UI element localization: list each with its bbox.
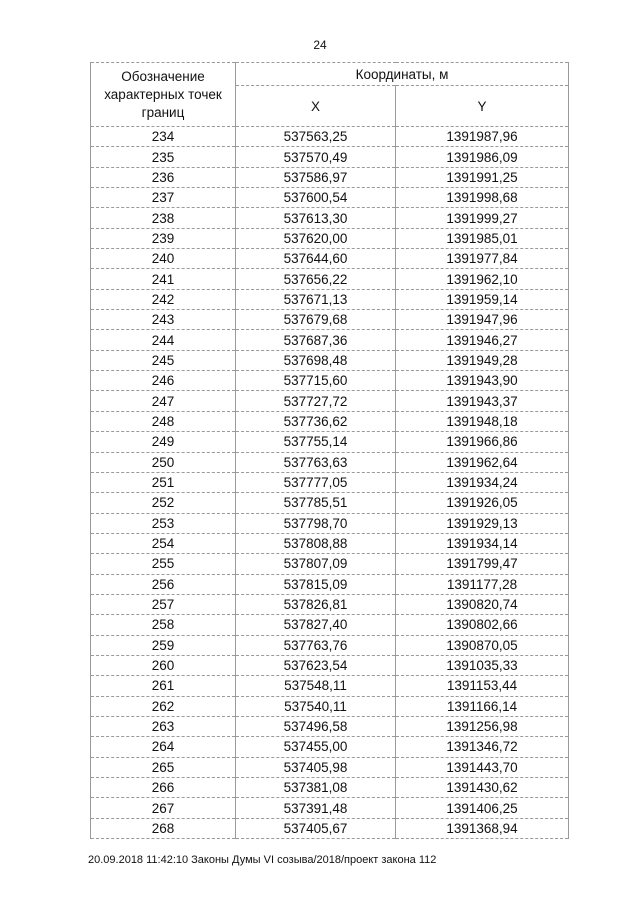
point-id-cell: 266	[91, 778, 236, 798]
table-row	[91, 310, 569, 330]
x-coordinate-cell: 537405,67	[236, 818, 396, 838]
point-id-cell: 259	[91, 635, 236, 655]
y-coordinate-cell: 1391799,47	[396, 554, 569, 574]
table-header	[91, 63, 569, 127]
table-row	[91, 757, 569, 777]
x-coordinate-cell: 537798,70	[236, 513, 396, 533]
y-coordinate-cell: 1391430,62	[396, 778, 569, 798]
point-id-cell: 260	[91, 655, 236, 675]
table-row	[91, 574, 569, 594]
y-coordinate-cell: 1391406,25	[396, 798, 569, 818]
x-coordinate-cell: 537405,98	[236, 757, 396, 777]
point-id-cell: 258	[91, 615, 236, 635]
point-id-cell: 249	[91, 432, 236, 452]
table-row	[91, 330, 569, 350]
y-coordinate-cell: 1391987,96	[396, 127, 569, 147]
table-row	[91, 696, 569, 716]
y-coordinate-cell: 1391153,44	[396, 676, 569, 696]
header-point-designation: Обозначение характерных точек границ	[91, 63, 236, 127]
table-row	[91, 493, 569, 513]
table-row	[91, 391, 569, 411]
table-row	[91, 594, 569, 614]
x-coordinate-cell: 537656,22	[236, 269, 396, 289]
point-id-cell: 236	[91, 167, 236, 187]
y-coordinate-cell: 1391966,86	[396, 432, 569, 452]
point-id-cell: 257	[91, 594, 236, 614]
y-coordinate-cell: 1391986,09	[396, 147, 569, 167]
y-coordinate-cell: 1391256,98	[396, 716, 569, 736]
x-coordinate-cell: 537563,25	[236, 127, 396, 147]
y-coordinate-cell: 1391943,37	[396, 391, 569, 411]
x-coordinate-cell: 537755,14	[236, 432, 396, 452]
x-coordinate-cell: 537777,05	[236, 472, 396, 492]
coordinates-table	[90, 62, 569, 839]
x-coordinate-cell: 537763,76	[236, 635, 396, 655]
x-coordinate-cell: 537620,00	[236, 228, 396, 248]
x-coordinate-cell: 537623,54	[236, 655, 396, 675]
table-row	[91, 615, 569, 635]
table-row	[91, 513, 569, 533]
point-id-cell: 264	[91, 737, 236, 757]
point-id-cell: 238	[91, 208, 236, 228]
x-coordinate-cell: 537644,60	[236, 249, 396, 269]
y-coordinate-cell: 1391946,27	[396, 330, 569, 350]
point-id-cell: 246	[91, 371, 236, 391]
point-id-cell: 268	[91, 818, 236, 838]
point-id-cell: 243	[91, 310, 236, 330]
table-row	[91, 269, 569, 289]
x-coordinate-cell: 537548,11	[236, 676, 396, 696]
y-coordinate-cell: 1391443,70	[396, 757, 569, 777]
x-coordinate-cell: 537687,36	[236, 330, 396, 350]
x-coordinate-cell: 537785,51	[236, 493, 396, 513]
point-id-cell: 250	[91, 452, 236, 472]
table-row	[91, 350, 569, 370]
y-coordinate-cell: 1391947,96	[396, 310, 569, 330]
y-coordinate-cell: 1391943,90	[396, 371, 569, 391]
point-id-cell: 240	[91, 249, 236, 269]
table-body	[91, 127, 569, 839]
point-id-cell: 242	[91, 289, 236, 309]
point-id-cell: 253	[91, 513, 236, 533]
y-coordinate-cell: 1391166,14	[396, 696, 569, 716]
x-coordinate-cell: 537736,62	[236, 411, 396, 431]
y-coordinate-cell: 1391962,10	[396, 269, 569, 289]
y-coordinate-cell: 1391998,68	[396, 188, 569, 208]
point-id-cell: 235	[91, 147, 236, 167]
point-id-cell: 244	[91, 330, 236, 350]
y-coordinate-cell: 1391985,01	[396, 228, 569, 248]
table-row	[91, 371, 569, 391]
x-coordinate-cell: 537827,40	[236, 615, 396, 635]
point-id-cell: 237	[91, 188, 236, 208]
y-coordinate-cell: 1391934,14	[396, 533, 569, 553]
x-coordinate-cell: 537540,11	[236, 696, 396, 716]
table-row	[91, 676, 569, 696]
y-coordinate-cell: 1391999,27	[396, 208, 569, 228]
x-coordinate-cell: 537600,54	[236, 188, 396, 208]
y-coordinate-cell: 1391934,24	[396, 472, 569, 492]
x-coordinate-cell: 537808,88	[236, 533, 396, 553]
table-row	[91, 818, 569, 838]
x-coordinate-cell: 537381,08	[236, 778, 396, 798]
header-coordinates: Координаты, м	[236, 63, 569, 86]
x-coordinate-cell: 537671,13	[236, 289, 396, 309]
x-coordinate-cell: 537763,63	[236, 452, 396, 472]
point-id-cell: 255	[91, 554, 236, 574]
table-row	[91, 147, 569, 167]
table-row	[91, 127, 569, 147]
point-id-cell: 267	[91, 798, 236, 818]
table-row	[91, 472, 569, 492]
x-coordinate-cell: 537613,30	[236, 208, 396, 228]
x-coordinate-cell: 537715,60	[236, 371, 396, 391]
y-coordinate-cell: 1390802,66	[396, 615, 569, 635]
y-coordinate-cell: 1391977,84	[396, 249, 569, 269]
y-coordinate-cell: 1391177,28	[396, 574, 569, 594]
y-coordinate-cell: 1391346,72	[396, 737, 569, 757]
x-coordinate-cell: 537586,97	[236, 167, 396, 187]
x-coordinate-cell: 537727,72	[236, 391, 396, 411]
point-id-cell: 262	[91, 696, 236, 716]
point-id-cell: 256	[91, 574, 236, 594]
point-id-cell: 245	[91, 350, 236, 370]
table-row	[91, 249, 569, 269]
point-id-cell: 263	[91, 716, 236, 736]
point-id-cell: 254	[91, 533, 236, 553]
y-coordinate-cell: 1390870,05	[396, 635, 569, 655]
table-row	[91, 655, 569, 675]
y-coordinate-cell: 1391929,13	[396, 513, 569, 533]
header-x: X	[236, 86, 396, 127]
y-coordinate-cell: 1391926,05	[396, 493, 569, 513]
table-row	[91, 208, 569, 228]
x-coordinate-cell: 537826,81	[236, 594, 396, 614]
point-id-cell: 241	[91, 269, 236, 289]
point-id-cell: 248	[91, 411, 236, 431]
x-coordinate-cell: 537698,48	[236, 350, 396, 370]
table-row	[91, 411, 569, 431]
y-coordinate-cell: 1391949,28	[396, 350, 569, 370]
y-coordinate-cell: 1391959,14	[396, 289, 569, 309]
x-coordinate-cell: 537807,09	[236, 554, 396, 574]
page-number: 24	[313, 38, 327, 52]
header-y: Y	[396, 86, 569, 127]
x-coordinate-cell: 537455,00	[236, 737, 396, 757]
table-row	[91, 635, 569, 655]
table-row	[91, 554, 569, 574]
y-coordinate-cell: 1391962,64	[396, 452, 569, 472]
table-row	[91, 167, 569, 187]
y-coordinate-cell: 1391035,33	[396, 655, 569, 675]
y-coordinate-cell: 1391948,18	[396, 411, 569, 431]
point-id-cell: 247	[91, 391, 236, 411]
table-row	[91, 798, 569, 818]
point-id-cell: 234	[91, 127, 236, 147]
table-row	[91, 432, 569, 452]
table-row	[91, 778, 569, 798]
table-row	[91, 188, 569, 208]
point-id-cell: 251	[91, 472, 236, 492]
x-coordinate-cell: 537391,48	[236, 798, 396, 818]
x-coordinate-cell: 537570,49	[236, 147, 396, 167]
point-id-cell: 252	[91, 493, 236, 513]
table-row	[91, 228, 569, 248]
y-coordinate-cell: 1391368,94	[396, 818, 569, 838]
point-id-cell: 265	[91, 757, 236, 777]
x-coordinate-cell: 537496,58	[236, 716, 396, 736]
point-id-cell: 261	[91, 676, 236, 696]
point-id-cell: 239	[91, 228, 236, 248]
y-coordinate-cell: 1391991,25	[396, 167, 569, 187]
table-row	[91, 452, 569, 472]
footer-note: 20.09.2018 11:42:10 Законы Думы VI созыва/2018/проект закона 112	[88, 854, 437, 866]
table-row	[91, 737, 569, 757]
table-row	[91, 533, 569, 553]
x-coordinate-cell: 537679,68	[236, 310, 396, 330]
table-row	[91, 716, 569, 736]
table-row	[91, 289, 569, 309]
x-coordinate-cell: 537815,09	[236, 574, 396, 594]
y-coordinate-cell: 1390820,74	[396, 594, 569, 614]
